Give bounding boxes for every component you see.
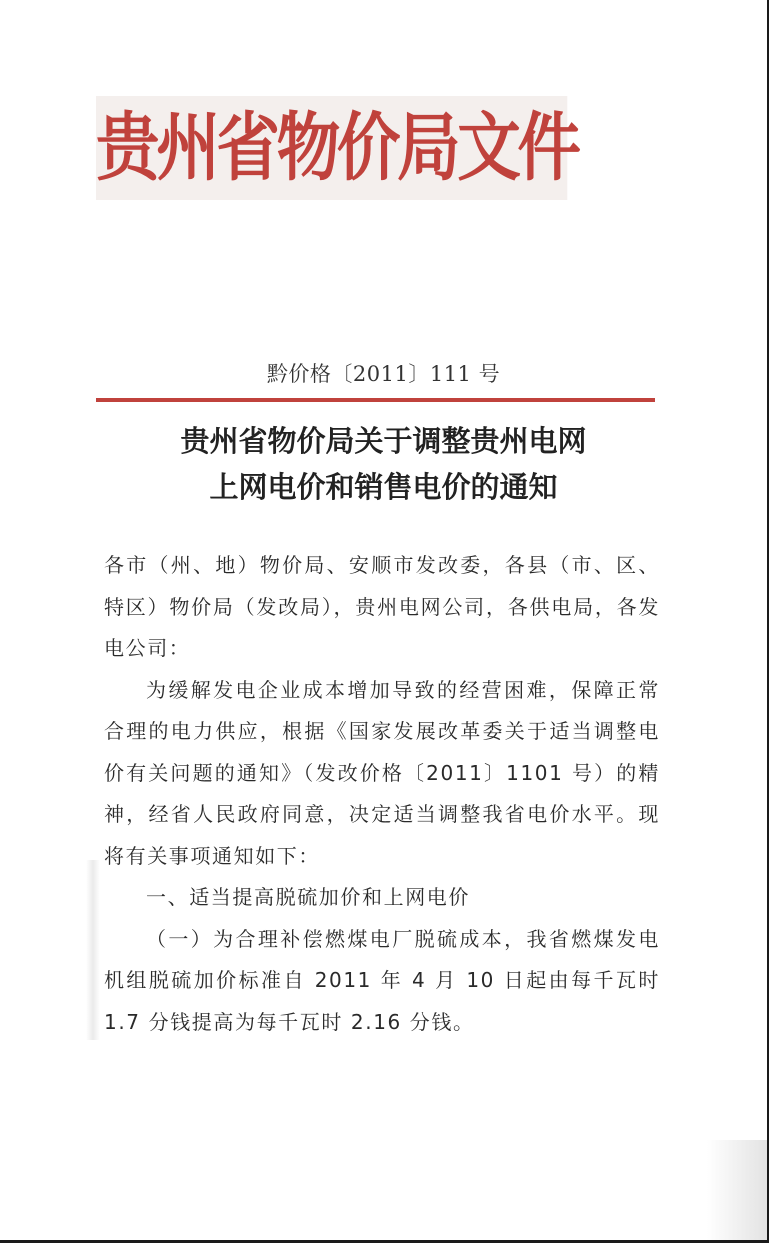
scan-shadow-corner <box>707 1140 767 1240</box>
section-1-heading: 一、适当提高脱硫加价和上网电价 <box>146 885 470 909</box>
paragraph-1: 为缓解发电企业成本增加导致的经营困难，保障正常合理的电力供应，根据《国家发展改革委关于适当调整电价有关问题的通知》（发改价格〔2011〕1101 号）的精神，经省人民政府同意，决定适当调整我省电价水平。现将有关事项通知如下： <box>104 677 660 868</box>
subsection-1: （一）为合理补偿燃煤电厂脱硫成本，我省燃煤发电机组脱硫加价标准自 2011 年 4 月 10 日起由每千瓦时 1.7 分钱提高为每千瓦时 2.16 分钱。 <box>104 926 660 1034</box>
document-title <box>0 418 767 510</box>
red-divider-line <box>96 398 655 402</box>
addressees: 各市（州、地）物价局、安顺市发改委，各县（市、区、特区）物价局（发改局），贵州电网公司，各供电局，各发电公司： <box>104 553 660 660</box>
title-line-1: 贵州省物价局关于调整贵州电网 <box>180 424 587 458</box>
scan-shadow <box>86 860 100 1040</box>
document-body <box>104 545 660 1043</box>
document-number: 黔价格〔2011〕111 号 <box>266 362 501 386</box>
document-header-title: 贵州省物价局文件 <box>96 96 567 200</box>
title-line-2: 上网电价和销售电价的通知 <box>209 470 558 504</box>
